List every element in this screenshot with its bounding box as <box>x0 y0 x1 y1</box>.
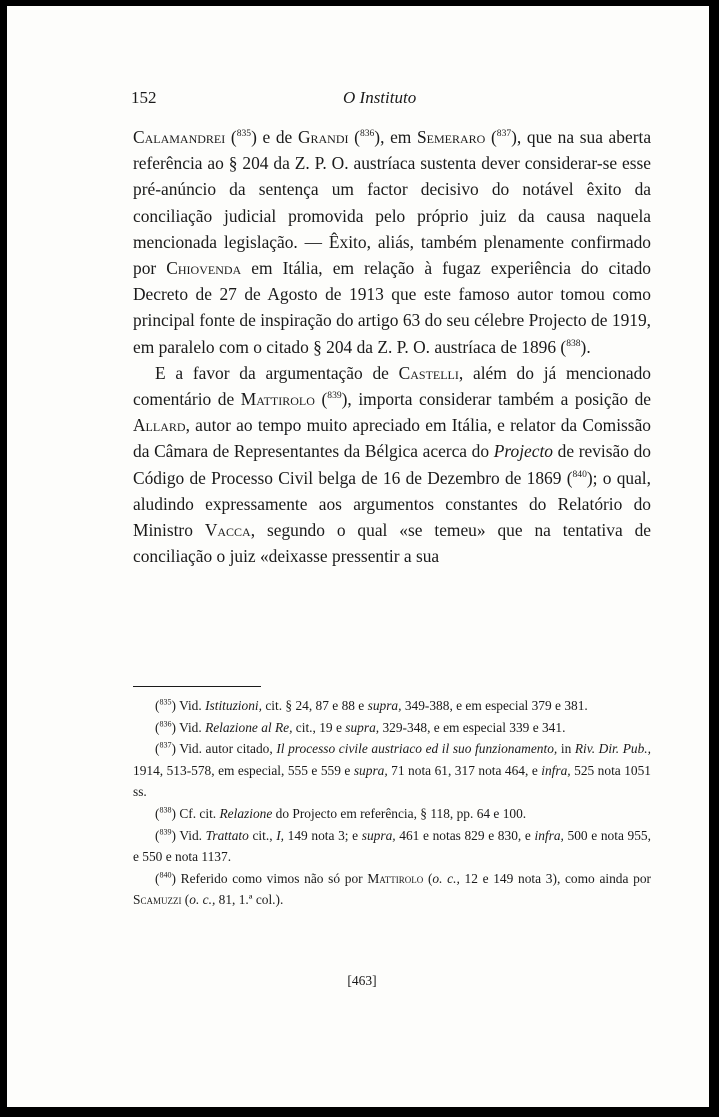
footnote-ref: 839 <box>327 390 342 402</box>
footnote-number: 840 <box>159 870 172 880</box>
footnote-divider <box>133 686 261 687</box>
page-number: 152 <box>131 88 157 107</box>
author-name: Scamuzzi <box>133 892 182 908</box>
running-title: O Instituto <box>343 88 417 107</box>
footnote: ($^{837}$) Vid. autor citado, Il processo civile austriaco ed il suo funzionamento, in Riv. Dir. Pub., 1914, 513-578, em especial, 555 e 559 e supra, 71 nota 61, 317 nota 464, e infra, 525 nota 1051 ss. <box>133 740 652 800</box>
footnote: ($^{840}$) Referido como vimos não só por Mattirolo (o. c., 12 e 149 nota 3), como ainda por Scamuzzi (o. c., 81, 1.ª col.). <box>133 870 651 908</box>
footnote-number: 835 <box>159 697 172 707</box>
footnote-ref: 835 <box>236 128 252 140</box>
author-name: Castelli <box>398 362 459 383</box>
paragraph: E a favor da argumentação de Castelli, além do já mencionado comentário de Mattirolo ($^{839}$), importa considerar também a posição de Allard, autor ao tempo muito apreciado em Itália, e relator da Comissão da Câmara de Representantes da Bélgica acerca do Projecto de revisão do Código de Processo Civil belga de 16 de Dezembro de 1869 ($^{840}$); o qual, aludindo expressamente aos argumentos constantes do Relatório do Ministro Vacca, segundo o qual «se temeu» que na tentativa de conciliação o juiz «deixasse pressentir a sua <box>133 362 652 567</box>
author-name: Allard <box>133 415 186 436</box>
footnote-ref: 838 <box>566 337 581 349</box>
footnote-number: 836 <box>159 719 172 729</box>
footnote-ref: 837 <box>496 128 512 140</box>
folio-number: [463] <box>347 973 377 988</box>
footnote: ($^{838}$) Cf. cit. Relazione do Projecto em referência, § 118, pp. 64 e 100. <box>155 805 527 821</box>
footnote: ($^{839}$) Vid. Trattato cit., I, 149 nota 3; e supra, 461 e notas 829 e 830, e infra, 500 e nota 955, e 550 e nota 1137. <box>133 827 651 865</box>
author-name: Mattirolo <box>240 389 315 410</box>
author-name: Mattirolo <box>367 870 424 886</box>
paragraph: Calamandrei ($^{835}$) e de Grandi ($^{836}$), em Semeraro ($^{837}$), que na sua aberta referência ao § 204 da Z. P. O. austríaca sustenta dever considerar-se esse pré-anúncio da sentença um factor decisivo do notável êxito da conciliação judicial promovida pelo próprio juiz da causa naquela mencionada legislação. — Êxito, aliás, também plenamente confirmado por Chiovenda em Itália, em relação à fugaz experiência do citado Decreto de 27 de Agosto de 1913 que este famoso autor tomou como principal fonte de inspiração do artigo 63 do seu célebre Projecto de 1919, em paralelo com o citado § 204 da Z. P. O. austríaca de 1896 ($^{838}$). <box>133 127 652 357</box>
footnote-ref: 840 <box>572 468 587 480</box>
footnote: ($^{836}$) Vid. Relazione al Re, cit., 19 e supra, 329-348, e em especial 339 e 341. <box>155 719 566 735</box>
book-page <box>7 6 709 1107</box>
footnote: ($^{835}$) Vid. Istituzioni, cit. § 24, 87 e 88 e supra, 349-388, e em especial 379 e 381. <box>155 697 588 713</box>
author-name: Chiovenda <box>166 258 242 279</box>
footnote-ref: 836 <box>359 128 375 140</box>
author-name: Calamandrei <box>133 127 226 147</box>
main-text <box>133 124 651 569</box>
footnote-number: 838 <box>159 805 172 815</box>
footnote-number: 837 <box>159 740 172 750</box>
italic-term: Projecto <box>493 441 553 462</box>
page-header <box>131 88 651 114</box>
author-name: Semeraro <box>416 127 486 147</box>
author-name: Grandi <box>297 127 349 147</box>
footnotes <box>133 695 651 911</box>
footnote-number: 839 <box>159 827 172 837</box>
author-name: Vacca <box>204 520 251 541</box>
